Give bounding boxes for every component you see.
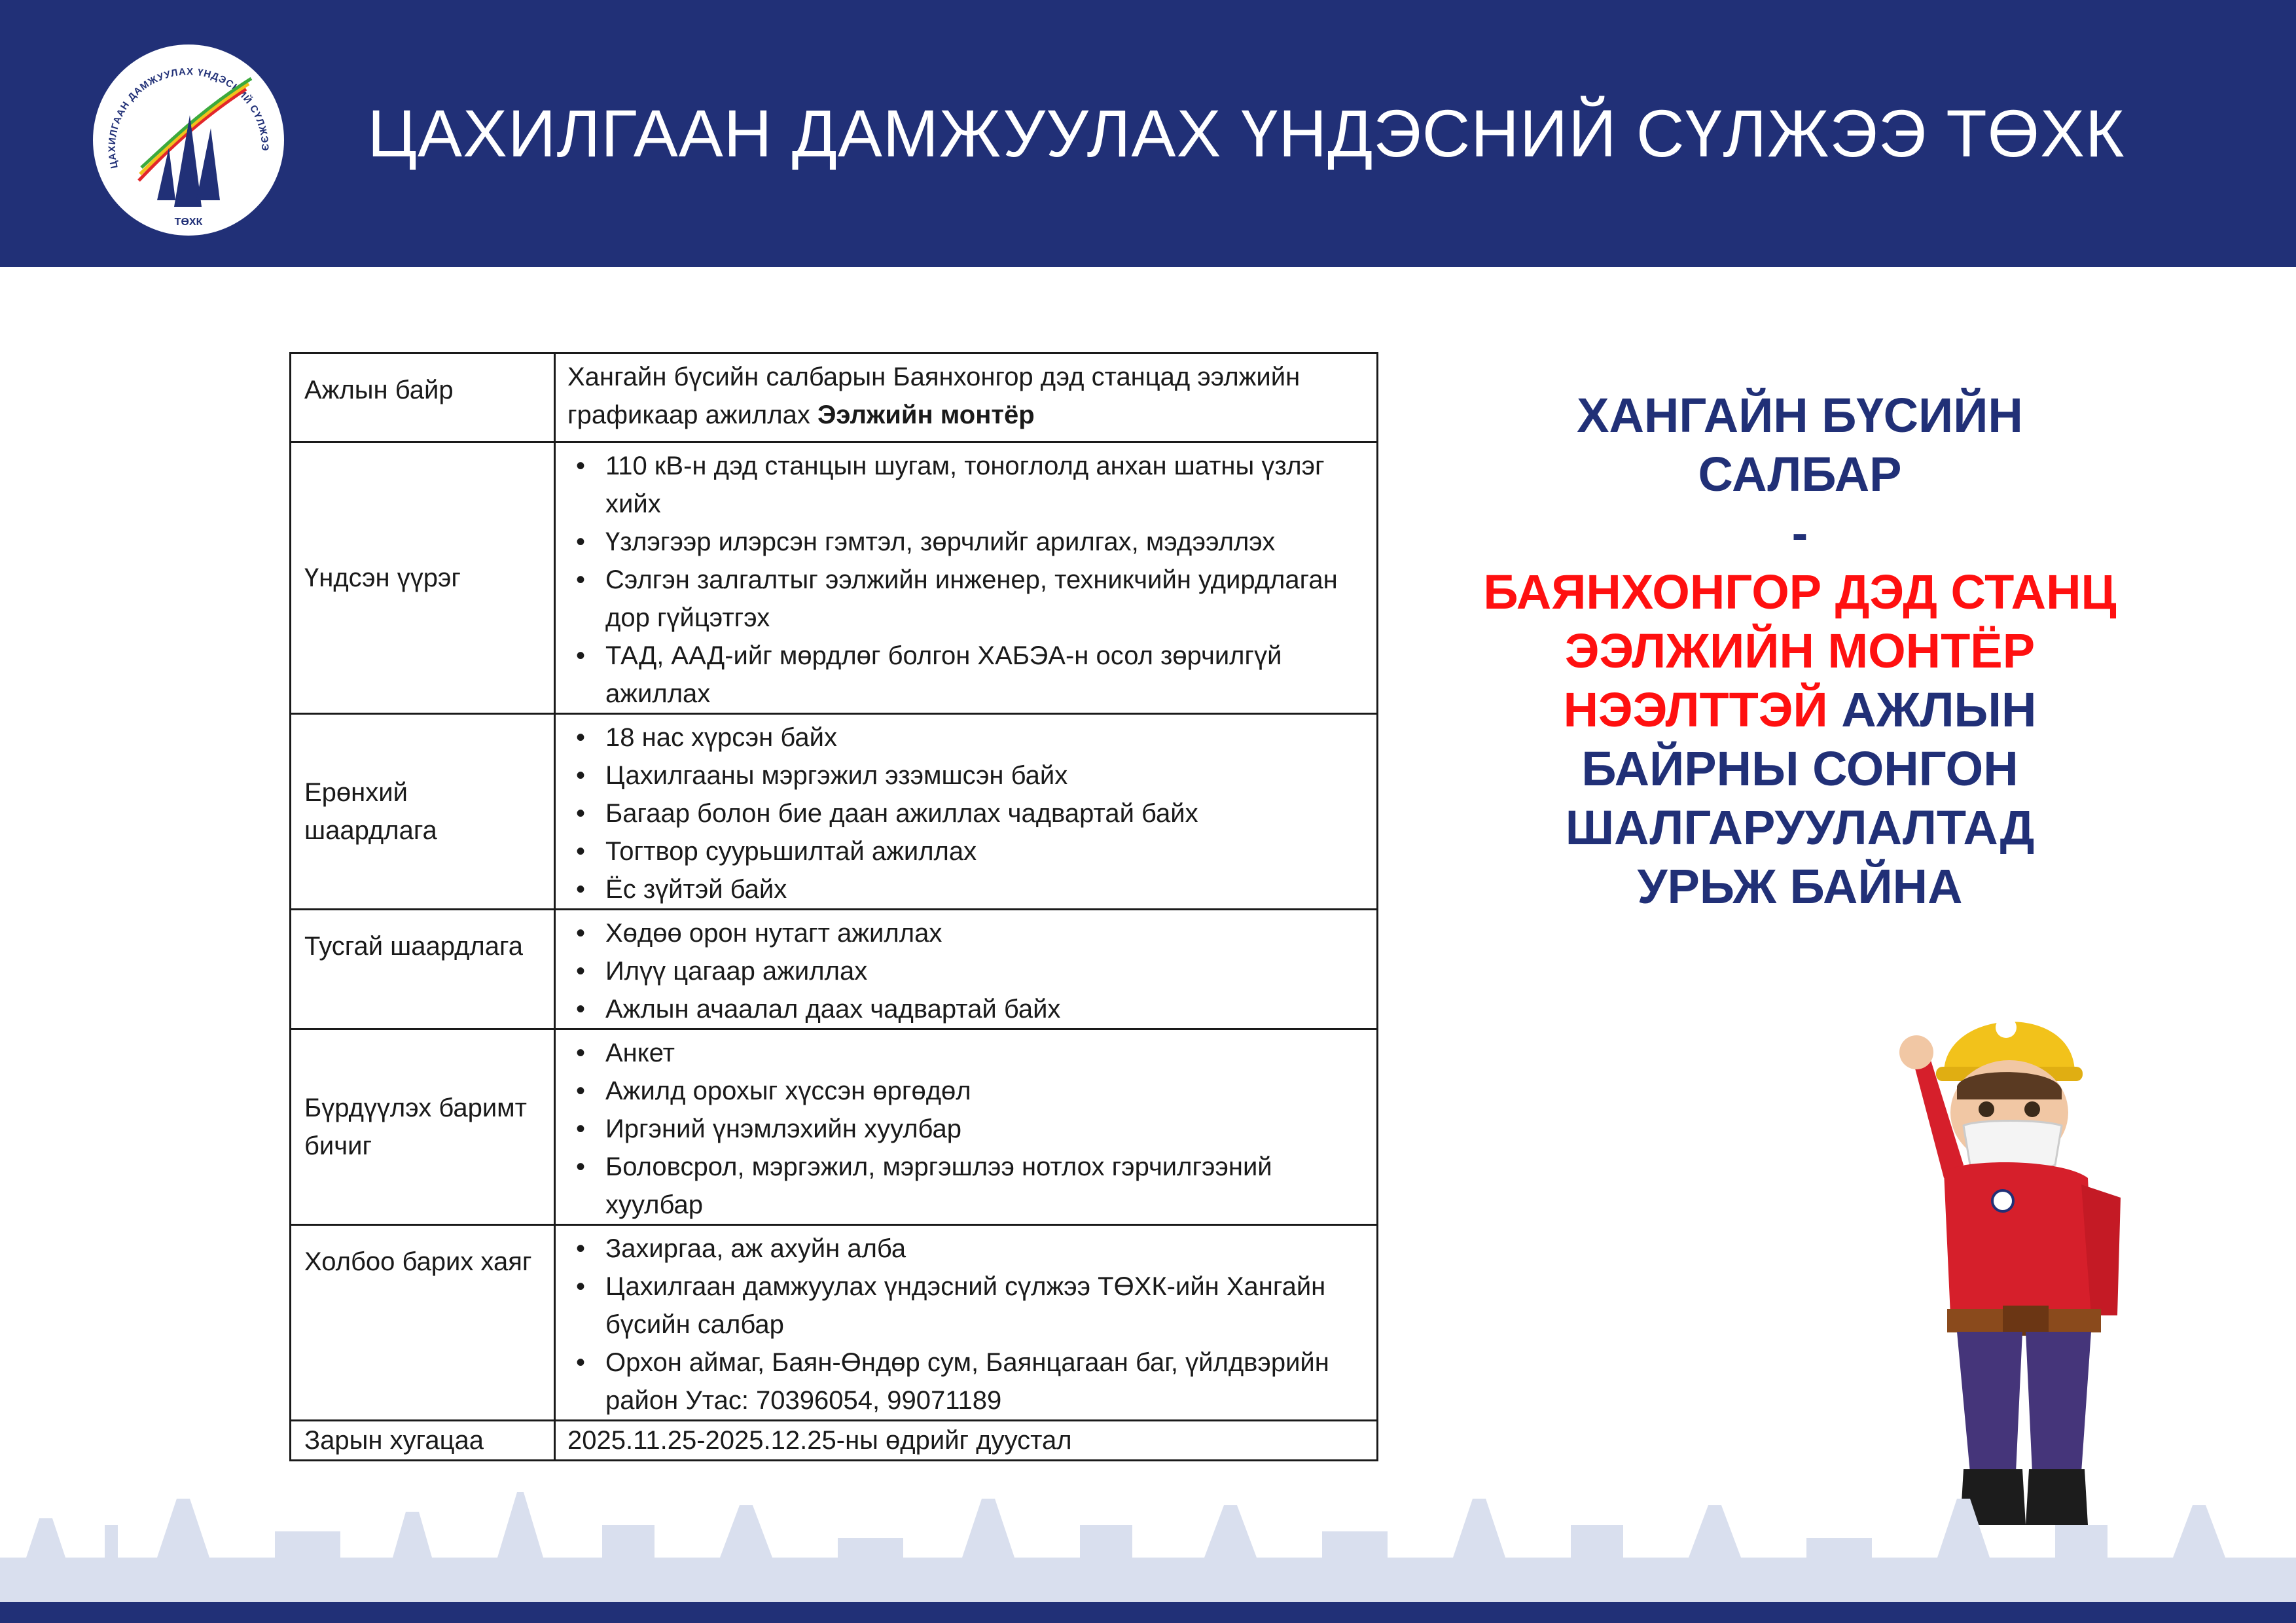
row-content [555,442,1378,714]
list-item: • Тогтвор суурьшилтай ажиллах [605,832,1370,870]
list-item: • Ёс зүйтэй байх [605,870,1370,908]
list-item: • Иргэний үнэмлэхийн хуулбар [605,1110,1370,1148]
headline-line: САЛБАР [1698,447,1902,501]
list-item: • Үзлэгээр илэрсэн гэмтэл, зөрчлийг арилгах, мэдээллэх [605,523,1370,561]
vacancy-headline [1407,386,2193,916]
job-info-table [289,352,1378,1461]
bullet-list [567,914,1370,1028]
bullet-list [567,1230,1370,1419]
row-content [555,353,1378,442]
svg-text:ЦАХИЛГААН ДАМЖУУЛАХ ҮНДЭСНИЙ С: ЦАХИЛГААН ДАМЖУУЛАХ ҮНДЭСНИЙ СҮЛЖЭЭ [106,66,271,169]
list-item: • ТАД, ААД-ийг мөрдлөг болгон ХАБЭА-н осол зөрчилгүй ажиллах [605,637,1370,713]
row-content [555,714,1378,910]
row-label: Холбоо барих хаяг [291,1225,555,1421]
list-item: • Цахилгаан дамжуулах үндэсний сүлжээ ТӨХК-ийн Хангайн бүсийн салбар [605,1268,1370,1344]
list-item: • Ажлын ачаалал даах чадвартай байх [605,990,1370,1028]
deadline-text: 2025.11.25-2025.12.25-ны өдрийг дуустал [555,1421,1378,1461]
page-title: ЦАХИЛГААН ДАМЖУУЛАХ ҮНДЭСНИЙ СҮЛЖЭЭ ТӨХК [367,96,2125,171]
list-item: • Багаар болон бие даан ажиллах чадвартай байх [605,794,1370,832]
bullet-list [567,447,1370,713]
table-row [291,714,1378,910]
list-item: • Ажилд орохыг хүссэн өргөдөл [605,1072,1370,1110]
industrial-skyline-decoration [0,1486,2296,1603]
row-content [555,1029,1378,1225]
row-content [555,910,1378,1029]
table-row [291,442,1378,714]
worker-mascot-illustration [1865,975,2127,1538]
headline-line-red: БАЯНХОНГОР ДЭД СТАНЦ [1483,565,2117,619]
headline-open-word: НЭЭЛТТЭЙ [1563,683,1828,737]
list-item: • Сэлгэн залгалтыг ээлжийн инженер, техникчийн удирдлаган дор гүйцэтгэх [605,561,1370,637]
row-content [555,1225,1378,1421]
list-item: • Хөдөө орон нутагт ажиллах [605,914,1370,952]
row-label: Ажлын байр [291,353,555,442]
list-item: • 18 нас хүрсэн байх [605,719,1370,757]
headline-line: ХАНГАЙН БҮСИЙН [1577,388,2023,442]
table-row [291,1029,1378,1225]
list-item: • Орхон аймаг, Баян-Өндөр сум, Баянцагаан баг, үйлдвэрийн район Утас: 70396054, 99071189 [605,1344,1370,1419]
list-item: • Боловсрол, мэргэжил, мэргэшлээ нотлох гэрчилгээний хуулбар [605,1148,1370,1224]
table-row [291,353,1378,442]
position-title: Ээлжийн монтёр [817,401,1035,429]
table-row [291,1225,1378,1421]
row-label: Ерөнхий шаардлага [291,714,555,910]
row-label: Бүрдүүлэх баримт бичиг [291,1029,555,1225]
headline-line-red: ЭЭЛЖИЙН МОНТЁР [1564,624,2036,678]
headline-line: - [1791,506,1808,560]
svg-text:ТӨХК: ТӨХК [174,217,203,228]
table-row [291,910,1378,1029]
headline-line: ШАЛГАРУУЛАЛТАД [1565,800,2035,855]
list-item: • Илүү цагаар ажиллах [605,952,1370,990]
row-label: Тусгай шаардлага [291,910,555,1029]
footer-bar [0,1602,2296,1623]
table-row [291,1421,1378,1461]
bullet-list [567,719,1370,908]
headline-line: УРЬЖ БАЙНА [1637,859,1963,914]
position-text: Хангайн бүсийн салбарын Баянхонгор дэд станцад ээлжийн графикаар ажиллах [567,363,1300,429]
row-label: Үндсэн үүрэг [291,442,555,714]
list-item: • Анкет [605,1034,1370,1072]
list-item: • 110 кВ-н дэд станцын шугам, тоноглолд анхан шатны үзлэг хийх [605,447,1370,523]
header-banner [0,0,2296,267]
list-item: • Цахилгааны мэргэжил эзэмшсэн байх [605,757,1370,794]
row-label: Зарын хугацаа [291,1421,555,1461]
list-item: • Захиргаа, аж ахуйн алба [605,1230,1370,1268]
headline-line [1407,681,2193,740]
bullet-list [567,1034,1370,1224]
headline-line-part: АЖЛЫН [1827,683,2037,737]
headline-line: БАЙРНЫ СОНГОН [1581,741,2018,796]
